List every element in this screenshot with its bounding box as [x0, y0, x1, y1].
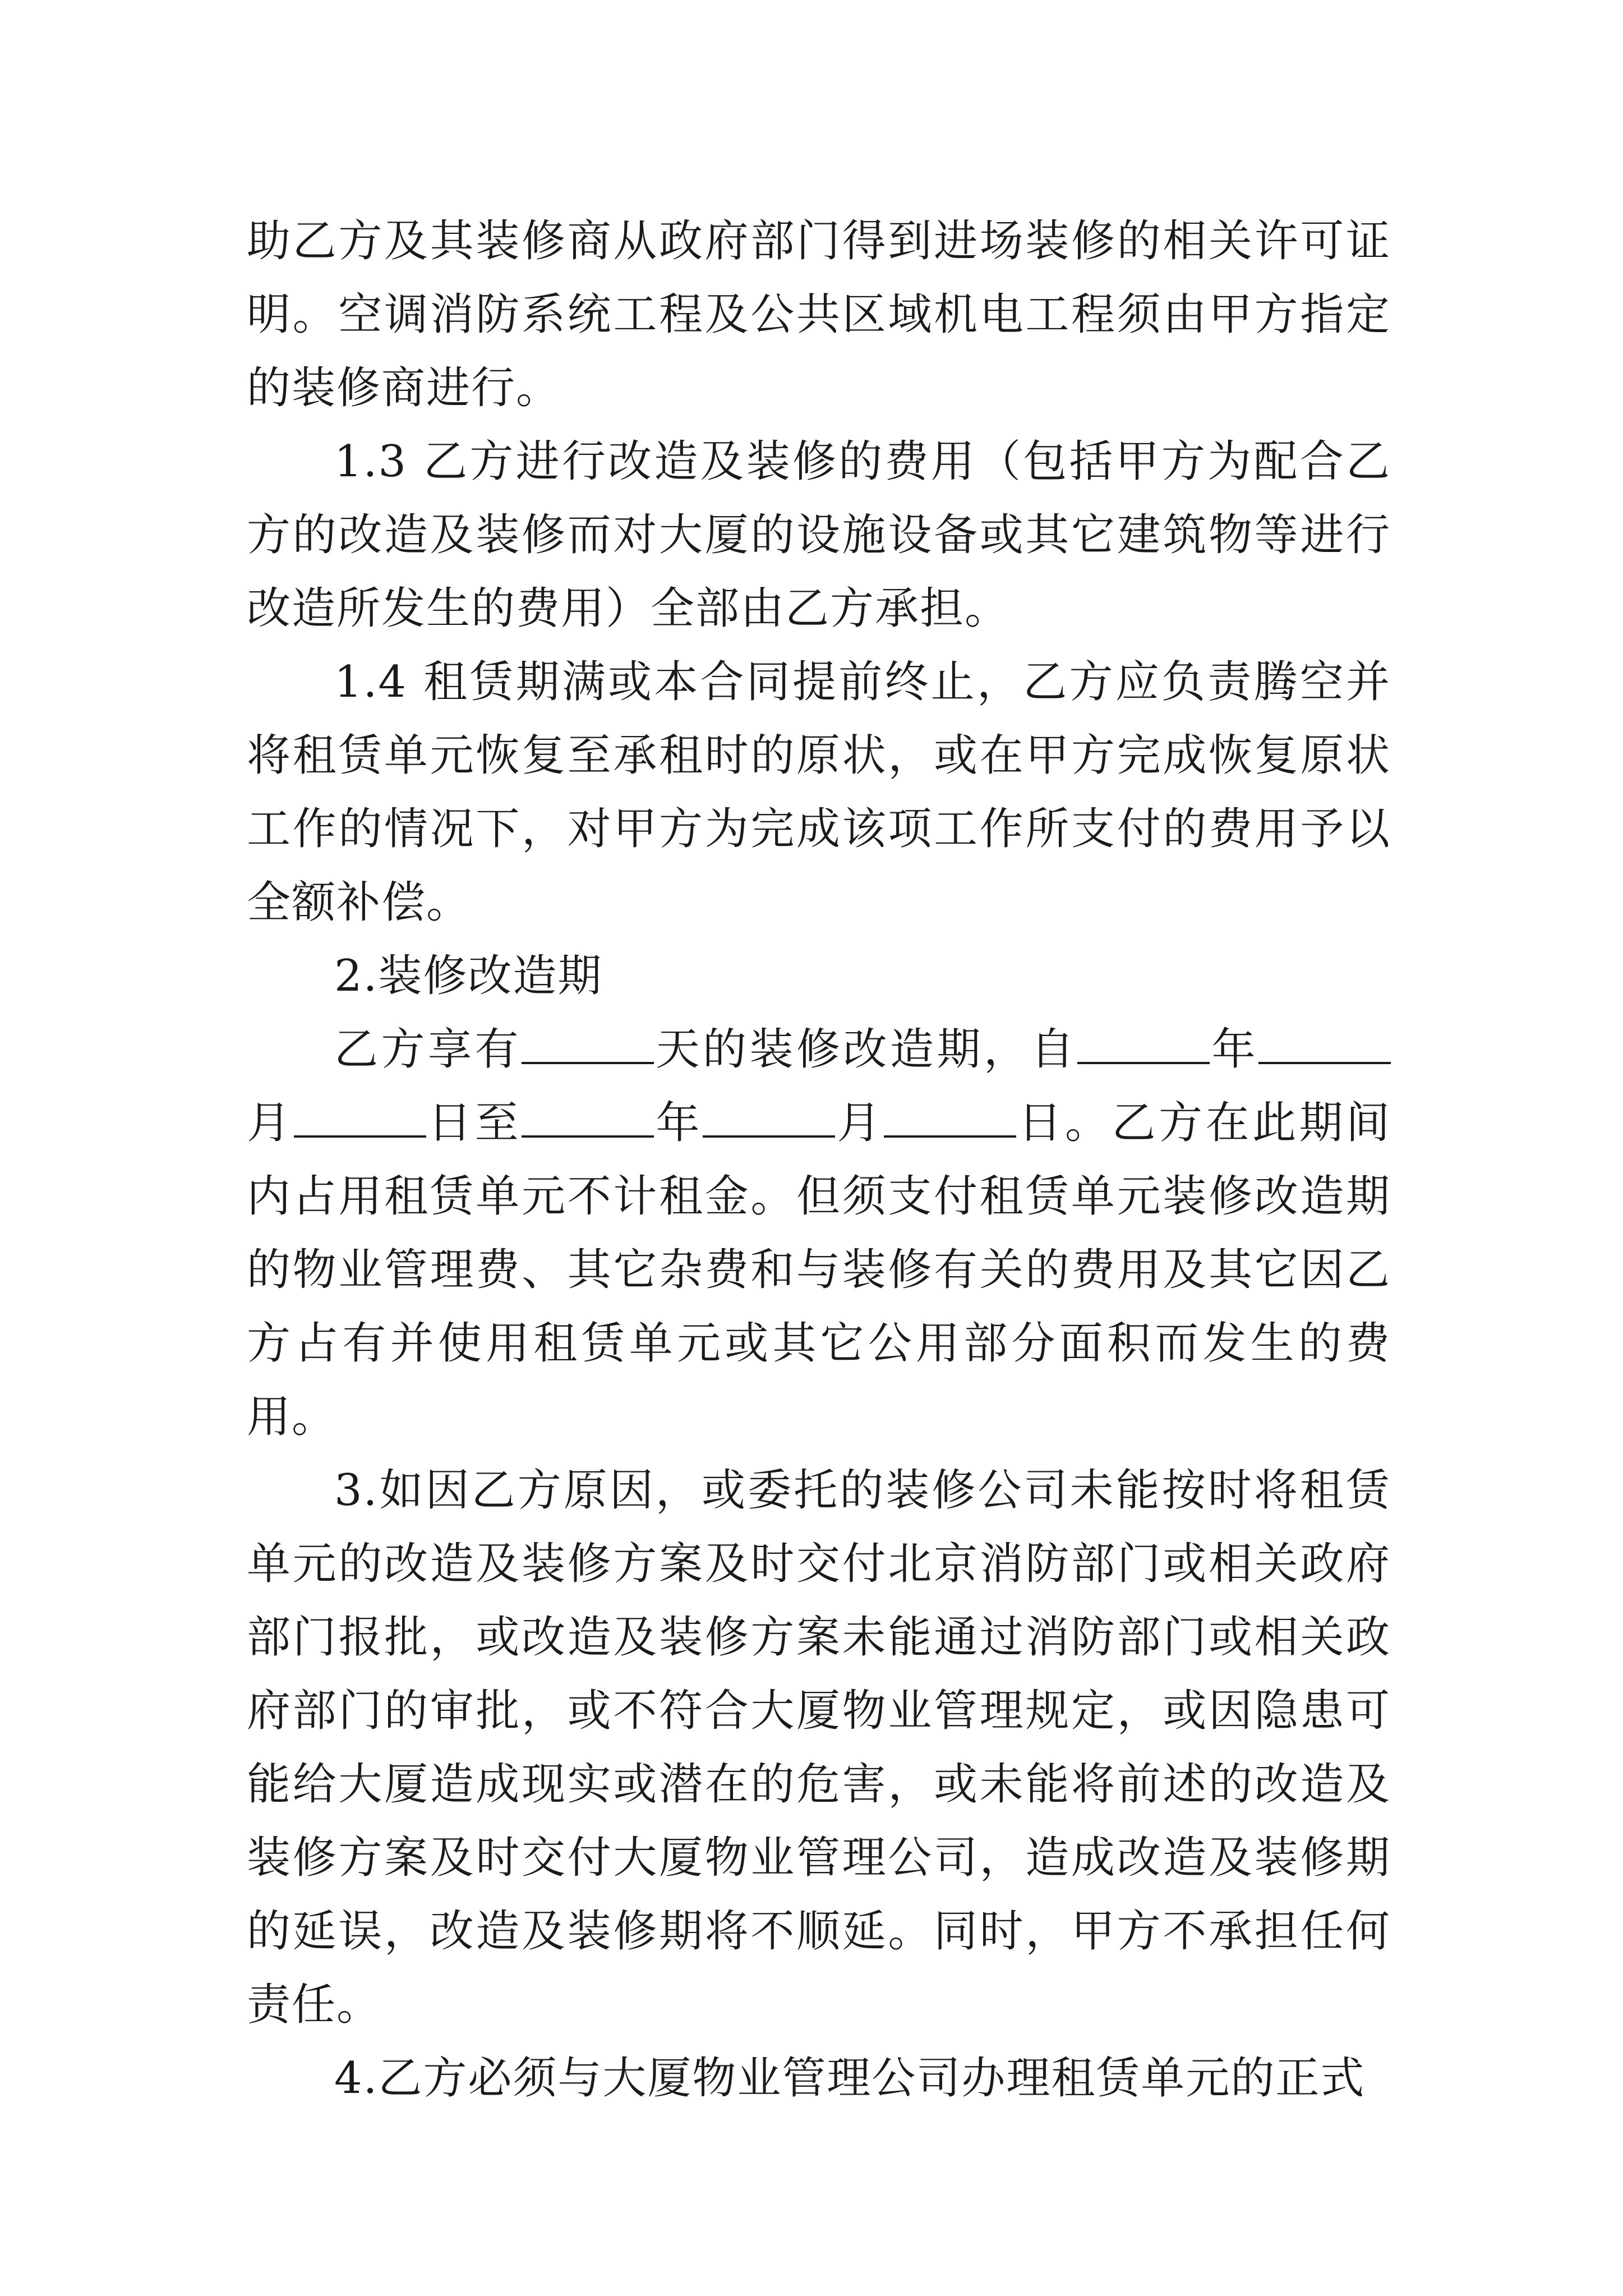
- blank-end-day[interactable]: [884, 1096, 1016, 1138]
- blank-start-day[interactable]: [294, 1096, 426, 1138]
- blank-days[interactable]: [522, 1023, 654, 1064]
- text-segment: 月: [247, 1098, 294, 1148]
- text-segment: 乙方享有: [334, 1024, 522, 1075]
- text-segment: 年: [1209, 1024, 1258, 1075]
- text-segment: 天的装修改造期，自: [654, 1024, 1077, 1075]
- blank-start-year[interactable]: [1077, 1023, 1210, 1064]
- paragraph-clause-3: 3.如因乙方原因，或委托的装修公司未能按时将租赁单元的改造及装修方案及时交付北京消防部门或相关政府部门报批，或改造及装修方案未能通过消防部门或相关政府部门的审批，或不符合大厦物业管理规定，或因隐患可能给大厦造成现实或潜在的危害，或未能将前述的改造及装修方案及时交付大厦物业管理公司，造成改造及装修期的延误，改造及装修期将不顺延。同时，甲方不承担任何责任。: [247, 1465, 1391, 2030]
- blank-start-month[interactable]: [1258, 1023, 1391, 1064]
- blank-end-month[interactable]: [703, 1096, 835, 1138]
- paragraph-clause-4: 4.乙方必须与大厦物业管理公司办理租赁单元的正式: [334, 2053, 1366, 2104]
- paragraph-renovation-period: [247, 1013, 1391, 1454]
- text-segment: 年: [654, 1098, 703, 1148]
- paragraph-permits: 助乙方及其装修商从政府部门得到进场装修的相关许可证明。空调消防系统工程及公共区域机电工程须由甲方指定的装修商进行。: [247, 216, 1391, 413]
- text-segment: 日。乙方在此期间内占用租赁单元不计租金。但须支付租赁单元装修改造期的物业管理费、其它杂费和与装修有关的费用及其它因乙方占有并使用租赁单元或其它公用部分面积而发生的费用。: [247, 1098, 1391, 1442]
- section-heading-renovation-period: 2.装修改造期: [334, 951, 603, 1001]
- paragraph-clause-1-4: 1.4 租赁期满或本合同提前终止，乙方应负责腾空并将租赁单元恢复至承租时的原状，或在甲方完成恢复原状工作的情况下，对甲方为完成该项工作所支付的费用予以全额补偿。: [247, 657, 1391, 928]
- text-segment: 日至: [426, 1098, 522, 1148]
- document-body: [247, 205, 1391, 2115]
- text-segment: 月: [835, 1098, 884, 1148]
- blank-end-year[interactable]: [522, 1096, 654, 1138]
- paragraph-clause-1-3: 1.3 乙方进行改造及装修的费用（包括甲方为配合乙方的改造及装修而对大厦的设施设备或其它建筑物等进行改造所发生的费用）全部由乙方承担。: [247, 436, 1391, 634]
